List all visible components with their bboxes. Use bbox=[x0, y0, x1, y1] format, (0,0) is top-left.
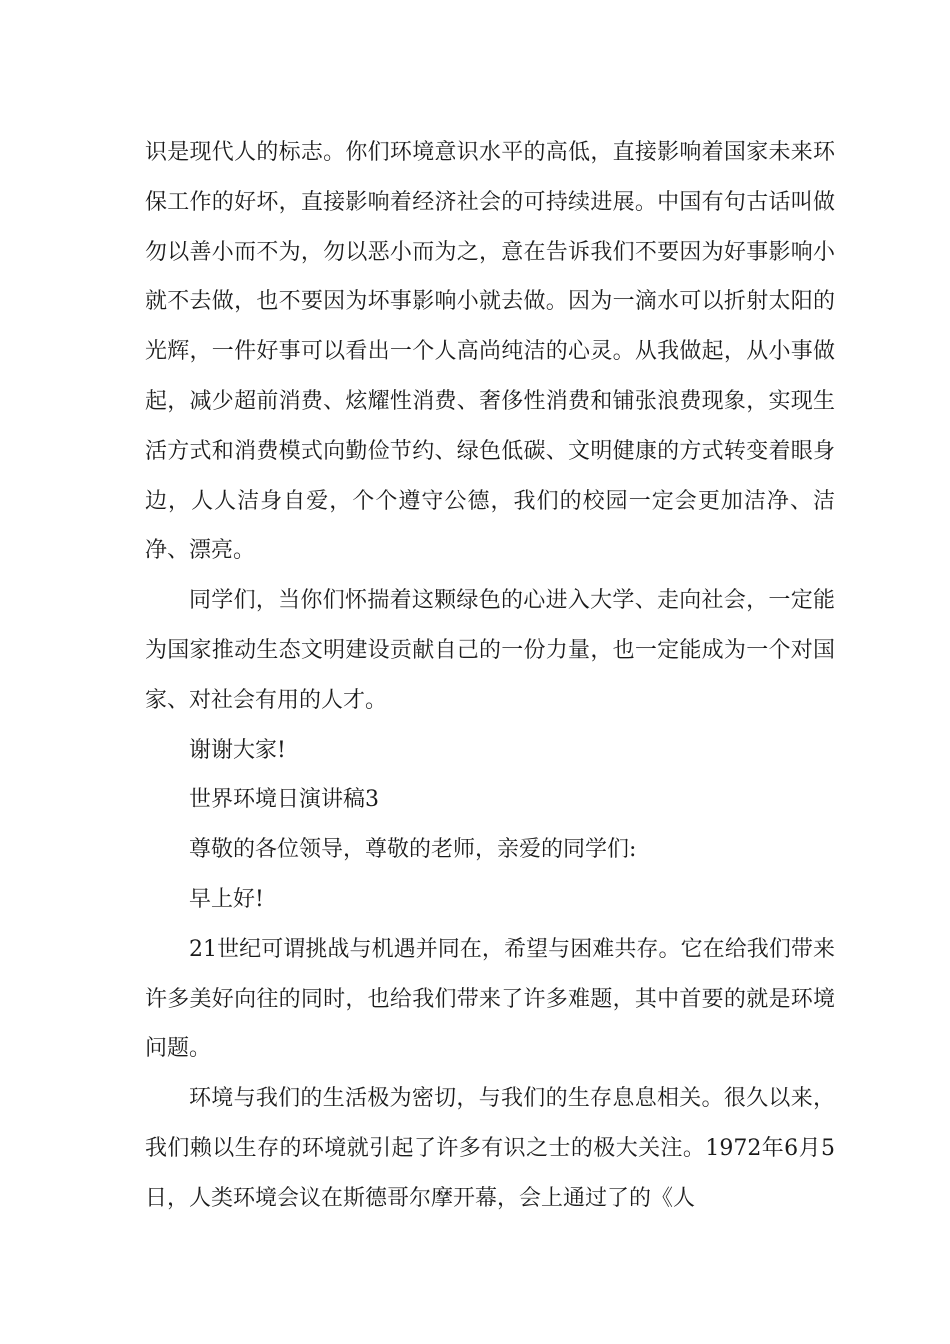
paragraph-thanks: 谢谢大家! bbox=[189, 737, 286, 763]
paragraph-continuation: 识是现代人的标志。你们环境意识水平的高低，直接影响着国家未来环保工作的好坏，直接影响着经济社会的可持续进展。中国有句古话叫做勿以善小而不为，勿以恶小而为之，意在告诉我们不要因为好事影响小就不去做，也不要因为坏事影响小就去做。因为一滴水可以折射太阳的光辉，一件好事可以看出一个人高尚纯洁的心灵。从我做起，从小事做起，减少超前消费、炫耀性消费、奢侈性消费和铺张浪费现象，实现生活方式和消费模式向勤俭节约、绿色低碳、文明健康的方式转变着眼身边，人人洁身自爱，个个遵守公德，我们的校园一定会更加洁净、洁净、漂亮。 bbox=[145, 140, 835, 564]
paragraph-greeting: 早上好! bbox=[189, 886, 264, 912]
paragraph-environment: 环境与我们的生活极为密切，与我们的生存息息相关。很久以来，我们赖以生存的环境就引起了许多有识之士的极大关注。1972年6月5日，人类环境会议在斯德哥尔摩开幕，会上通过了的《人 bbox=[145, 1086, 835, 1211]
speech-title: 世界环境日演讲稿3 bbox=[189, 787, 379, 813]
paragraph-century: 21世纪可谓挑战与机遇并同在，希望与困难共存。它在给我们带来许多美好向往的同时，也给我们带来了许多难题，其中首要的就是环境问题。 bbox=[145, 936, 835, 1062]
document-body bbox=[145, 128, 835, 1224]
paragraph-salutation: 尊敬的各位领导，尊敬的老师，亲爱的同学们: bbox=[189, 837, 637, 863]
paragraph-students: 同学们，当你们怀揣着这颗绿色的心进入大学、走向社会，一定能为国家推动生态文明建设贡献自己的一份力量，也一定能成为一个对国家、对社会有用的人才。 bbox=[145, 588, 835, 713]
